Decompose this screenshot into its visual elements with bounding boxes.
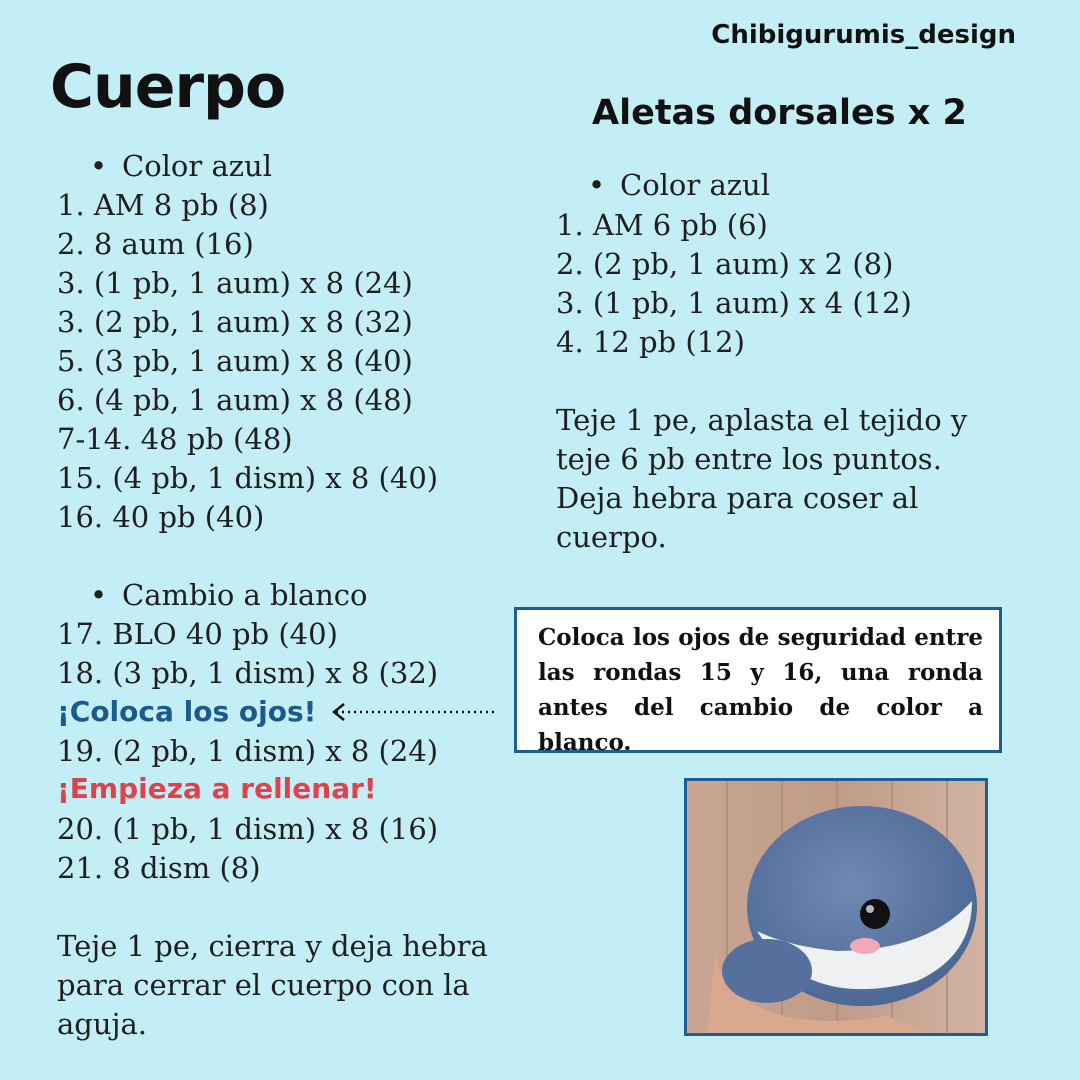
- body-round: 20. (1 pb, 1 dism) x 8 (16): [57, 812, 439, 846]
- body-round: 21. 8 dism (8): [57, 851, 261, 885]
- body-closing-line: para cerrar el cuerpo con la: [57, 968, 470, 1002]
- fins-closing-line: Deja hebra para coser al: [556, 481, 919, 515]
- fins-closing: [556, 401, 967, 557]
- body-closing: [57, 927, 488, 1044]
- body-round: 7-14. 48 pb (48): [57, 422, 293, 456]
- body-round: 1. AM 8 pb (8): [57, 188, 269, 222]
- fins-title: Aletas dorsales x 2: [592, 93, 967, 133]
- body-round: 16. 40 pb (40): [57, 500, 265, 534]
- body-round: 2. 8 aum (16): [57, 227, 254, 261]
- body-color-white: • Cambio a blanco: [90, 576, 368, 615]
- brand-handle: Chibigurumis_design: [711, 20, 1016, 50]
- fins-closing-line: cuerpo.: [556, 520, 667, 554]
- body-round: 17. BLO 40 pb (40): [57, 617, 338, 651]
- body-round: 15. (4 pb, 1 dism) x 8 (40): [57, 461, 439, 495]
- crochet-whale-photo: [684, 778, 988, 1036]
- body-round: 3. (2 pb, 1 aum) x 8 (32): [57, 305, 413, 339]
- eyes-note: ¡Coloca los ojos!: [57, 695, 317, 728]
- body-round: 18. (3 pb, 1 dism) x 8 (32): [57, 656, 439, 690]
- body-title: Cuerpo: [50, 52, 286, 122]
- body-color-blue: • Color azul: [90, 147, 272, 186]
- body-round: 3. (1 pb, 1 aum) x 8 (24): [57, 266, 413, 300]
- fins-round: 2. (2 pb, 1 aum) x 2 (8): [556, 247, 894, 281]
- body-round: 19. (2 pb, 1 dism) x 8 (24): [57, 734, 439, 768]
- whale-illustration: [687, 781, 985, 1033]
- body-closing-line: Teje 1 pe, cierra y deja hebra: [57, 929, 488, 963]
- body-closing-line: aguja.: [57, 1007, 148, 1041]
- fins-round: 3. (1 pb, 1 aum) x 4 (12): [556, 286, 912, 320]
- body-round: 6. (4 pb, 1 aum) x 8 (48): [57, 383, 413, 417]
- fins-round: 1. AM 6 pb (6): [556, 208, 768, 242]
- dotted-arrow-icon: [330, 700, 500, 724]
- body-round: 5. (3 pb, 1 aum) x 8 (40): [57, 344, 413, 378]
- fins-closing-line: Teje 1 pe, aplasta el tejido y: [556, 403, 968, 437]
- safety-eyes-note-box: Coloca los ojos de seguridad entre las rondas 15 y 16, una ronda antes del cambio de color a blanco.: [514, 607, 1002, 753]
- fins-closing-line: teje 6 pb entre los puntos.: [556, 442, 942, 476]
- fins-color-blue: • Color azul: [588, 166, 770, 205]
- fins-round: 4. 12 pb (12): [556, 325, 745, 359]
- stuff-note: ¡Empieza a rellenar!: [57, 772, 377, 805]
